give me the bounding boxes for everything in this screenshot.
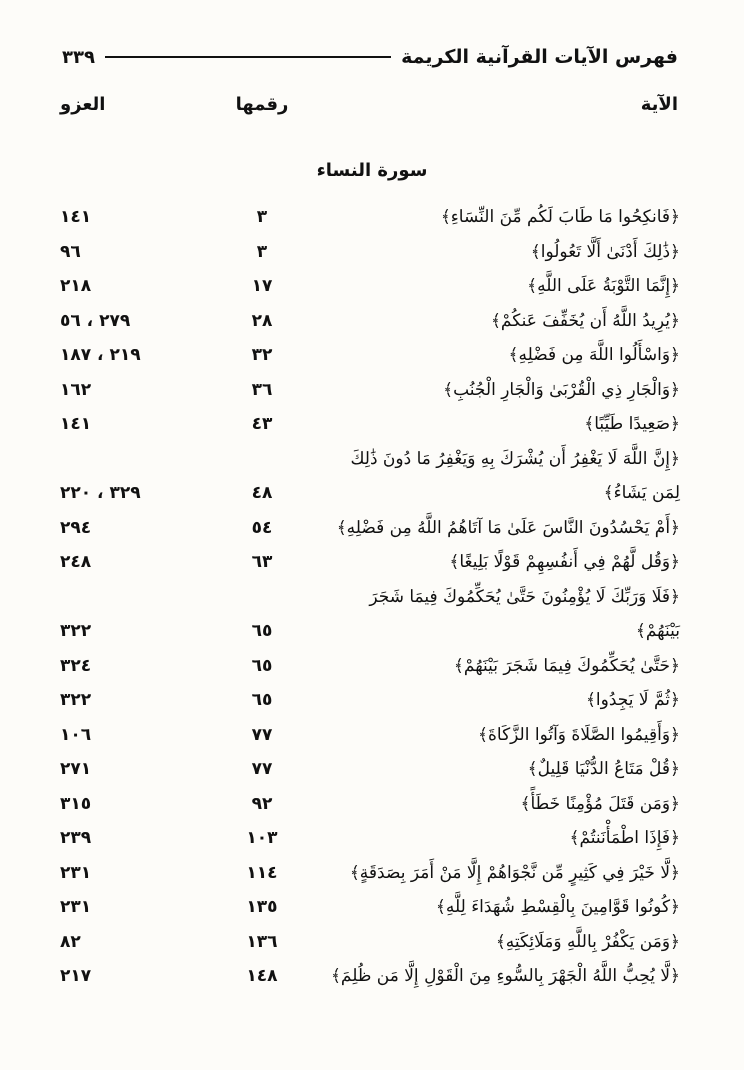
verse-number: ١١٤ (246, 862, 278, 883)
page-reference: ٢٧١ (60, 759, 92, 779)
page-number: ٣٣٩ (62, 46, 95, 68)
verse-number: ١٠٣ (246, 828, 278, 848)
verse-text: ﴿وَاسْأَلُوا اللَّهَ مِن فَضْلِهِ﴾ (508, 345, 680, 365)
verse-number: ٦٣ (251, 552, 273, 572)
verse-text: ﴿ثُمَّ لَا يَجِدُوا﴾ (585, 690, 680, 710)
page-reference: ١٠٦ (60, 724, 92, 745)
verse-text: ﴿فَإِذَا اطْمَأْنَنتُمْ﴾ (569, 828, 680, 848)
running-title: فهرس الآيات القرآنية الكريمة (401, 46, 678, 68)
verse-number: ٤٨ (251, 483, 273, 503)
verse-number: ١٣٥ (246, 897, 278, 917)
page-reference: ٣٢٢ (60, 690, 92, 710)
table-row (0, 200, 744, 235)
verse-number: ٣٦ (251, 379, 273, 400)
table-row (0, 580, 744, 649)
page-reference: ٣٢٢ (60, 621, 92, 641)
verse-text: ﴿إِنَّمَا التَّوْبَةُ عَلَى اللَّهِ﴾ (527, 276, 680, 296)
header-rule (105, 56, 391, 58)
page-reference: ٢١٩ ، ١٨٧ (60, 345, 141, 365)
page-reference: ٨٢ (60, 931, 81, 952)
verse-text: ﴿كُونُوا قَوَّامِينَ بِالْقِسْطِ شُهَدَاءَ لِلَّهِ﴾ (435, 897, 680, 917)
verse-number: ٧٧ (251, 759, 273, 779)
page-reference: ٢٩٤ (60, 517, 92, 538)
verse-number: ٦٥ (251, 621, 273, 641)
index-table (0, 200, 744, 994)
page-reference: ٢١٧ (60, 966, 92, 986)
verse-number: ٦٥ (251, 655, 273, 676)
verse-text: ﴿حَتَّىٰ يُحَكِّمُوكَ فِيمَا شَجَرَ بَيْنَهُمْ﴾ (453, 655, 680, 676)
table-row (0, 649, 744, 684)
page-reference: ٢٧٩ ، ٥٦ (60, 310, 131, 331)
verse-text: ﴿إِنَّ اللَّهَ لَا يَغْفِرُ أَن يُشْرَكَ بِهِ وَيَغْفِرُ مَا دُونَ ذَٰلِكَ لِمَن يَشَاءُ﴾ (350, 448, 680, 503)
verse-text: ﴿وَأَقِيمُوا الصَّلَاةَ وَآتُوا الزَّكَاةَ﴾ (478, 724, 680, 745)
verse-text: ﴿فَلَا وَرَبِّكَ لَا يُؤْمِنُونَ حَتَّىٰ يُحَكِّمُوكَ فِيمَا شَجَرَ بَيْنَهُمْ﴾ (369, 586, 680, 641)
table-row (0, 269, 744, 304)
verse-text: ﴿وَالْجَارِ ذِي الْقُرْبَىٰ وَالْجَارِ الْجُنُبِ﴾ (443, 379, 680, 400)
verse-text: ﴿لَّا يُحِبُّ اللَّهُ الْجَهْرَ بِالسُّوءِ مِنَ الْقَوْلِ إِلَّا مَن ظُلِمَ﴾ (330, 966, 680, 986)
verse-number: ٣ (256, 241, 268, 262)
table-row (0, 373, 744, 408)
page-reference: ٣١٥ (60, 793, 92, 814)
page-reference: ٢١٨ (60, 276, 92, 296)
verse-text: ﴿لَّا خَيْرَ فِي كَثِيرٍ مِّن نَّجْوَاهُمْ إِلَّا مَنْ أَمَرَ بِصَدَقَةٍ﴾ (349, 862, 680, 883)
verse-text: ﴿فَانكِحُوا مَا طَابَ لَكُم مِّنَ النِّسَاءِ﴾ (440, 207, 680, 227)
table-row (0, 718, 744, 753)
verse-number: ١٧ (251, 276, 273, 296)
verse-number: ٣٢ (251, 345, 273, 365)
verse-number: ١٤٨ (246, 966, 278, 986)
table-row (0, 959, 744, 994)
page-reference: ٢٣٩ (60, 828, 92, 848)
verse-number: ٧٧ (251, 724, 273, 745)
table-row (0, 752, 744, 787)
table-row (0, 925, 744, 960)
verse-text: ﴿وَمَن قَتَلَ مُؤْمِنًا خَطَأً﴾ (520, 793, 680, 814)
verse-text: ﴿وَقُل لَّهُمْ فِي أَنفُسِهِمْ قَوْلًا بَلِيغًا﴾ (449, 552, 680, 572)
page-reference: ١٤١ (60, 207, 92, 227)
table-row (0, 511, 744, 546)
page-reference: ٢٣١ (60, 897, 92, 917)
verse-number: ٥٤ (251, 517, 273, 538)
table-row (0, 545, 744, 580)
table-row (0, 821, 744, 856)
verse-number: ٦٥ (251, 690, 273, 710)
table-row (0, 683, 744, 718)
verse-text: ﴿قُلْ مَتَاعُ الدُّنْيَا قَلِيلٌ﴾ (527, 759, 680, 779)
table-row (0, 235, 744, 270)
page-header (62, 40, 678, 74)
column-header-number: رقمها (235, 94, 289, 115)
column-header-reference: العزو (60, 94, 106, 115)
page-reference: ٢٤٨ (60, 552, 92, 572)
page-reference: ٩٦ (60, 241, 81, 262)
table-row (0, 304, 744, 339)
table-row (0, 338, 744, 373)
table-row (0, 856, 744, 891)
page-reference: ٣٢٩ ، ٢٢٠ (60, 483, 141, 503)
verse-text: ﴿وَمَن يَكْفُرْ بِاللَّهِ وَمَلَائِكَتِهِ﴾ (495, 931, 680, 952)
verse-number: ١٣٦ (246, 931, 278, 952)
verse-text: ﴿ذَٰلِكَ أَدْنَىٰ أَلَّا تَعُولُوا﴾ (530, 241, 680, 262)
page-reference: ١٦٢ (60, 379, 92, 400)
table-row (0, 407, 744, 442)
page-reference: ٢٣١ (60, 862, 92, 883)
verse-number: ٢٨ (251, 310, 273, 331)
surah-heading: سورة النساء (316, 160, 428, 181)
verse-text: ﴿صَعِيدًا طَيِّبًا﴾ (584, 414, 680, 434)
table-row (0, 787, 744, 822)
verse-text: ﴿يُرِيدُ اللَّهُ أَن يُخَفِّفَ عَنكُمْ﴾ (490, 310, 680, 331)
verse-text: ﴿أَمْ يَحْسُدُونَ النَّاسَ عَلَىٰ مَا آتَاهُمُ اللَّهُ مِن فَضْلِهِ﴾ (336, 517, 680, 538)
page-reference: ٣٢٤ (60, 655, 92, 676)
verse-number: ٤٣ (251, 414, 273, 434)
table-row (0, 890, 744, 925)
column-header-verse: الآية (640, 94, 678, 115)
verse-number: ٣ (256, 207, 268, 227)
page-reference: ١٤١ (60, 414, 92, 434)
verse-number: ٩٢ (251, 793, 273, 814)
table-row (0, 442, 744, 511)
